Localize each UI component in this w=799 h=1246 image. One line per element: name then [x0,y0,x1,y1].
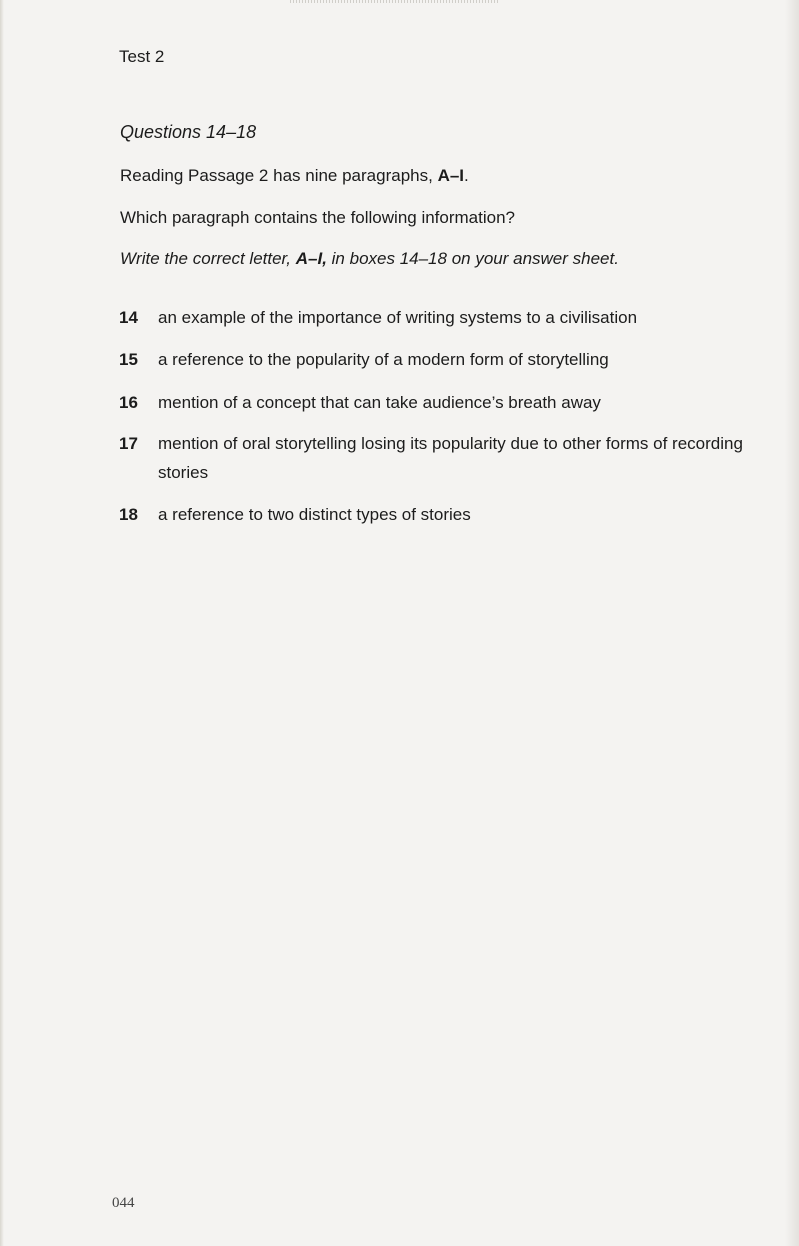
instruction-answer-format [120,249,619,269]
question-number: 14 [119,308,138,327]
question-item [119,429,789,487]
page-edge-right [785,0,799,1246]
question-number: 17 [119,434,138,453]
instruction-text: Reading Passage 2 has nine paragraphs, [120,166,433,185]
question-number: 16 [119,393,138,412]
question-text: mention of a concept that can take audience’s breath away [158,393,601,412]
question-text: a reference to the popularity of a modern form of storytelling [158,350,609,369]
question-number: 15 [119,350,138,369]
page-edge-left [0,0,4,1246]
question-item [119,500,789,529]
instruction-text: Write the correct letter, [120,249,291,268]
question-item [119,345,789,374]
top-print-mark [290,0,500,3]
instruction-paragraph-count [120,166,469,186]
page-number: 044 [112,1195,135,1211]
question-text: a reference to two distinct types of stories [158,505,471,524]
instruction-punctuation: . [464,166,469,185]
question-text: an example of the importance of writing systems to a civilisation [158,308,638,327]
page-header: Test 2 [119,47,165,66]
question-number: 18 [119,505,138,524]
instruction-text: in boxes 14–18 on your answer sheet. [331,249,619,268]
question-text: mention of oral storytelling losing its popularity due to other forms of recording stories [158,434,743,482]
letter-range: A–I, [295,249,327,268]
question-item [119,388,789,417]
paragraph-range: A–I [437,166,465,185]
section-title: Questions 14–18 [120,122,257,142]
instruction-question: Which paragraph contains the following information? [120,208,516,227]
question-item [119,303,789,332]
